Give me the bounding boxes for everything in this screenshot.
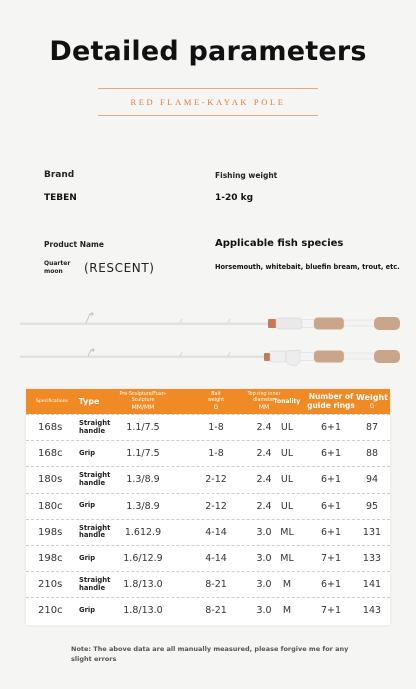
cell-bait: 4-14: [205, 526, 227, 538]
cell-tonality: M: [282, 579, 292, 591]
cell-bait: 2-12: [205, 474, 227, 486]
col-weight-unit: G: [369, 403, 375, 410]
cell-spec: 210c: [38, 605, 63, 617]
cell-spec: 168c: [38, 448, 63, 460]
cell-spec: 198s: [38, 526, 63, 538]
casting-rod-image: [0, 341, 416, 371]
cell-guide-rings: 6+1: [320, 474, 342, 486]
type-line1: Straight: [79, 576, 111, 585]
fishing-weight-value: 1-20 kg: [215, 193, 254, 203]
cell-tonality: ML: [280, 553, 294, 564]
col-guide-rings: [306, 389, 356, 414]
type-line1: Grip: [79, 448, 96, 457]
quarter-moon-label: [44, 260, 84, 276]
brand-label: Brand: [44, 170, 75, 180]
cell-weight: 143: [362, 605, 382, 617]
cell-section: 1.3/8.9: [126, 500, 160, 512]
cell-guide-rings: 7+1: [320, 605, 342, 617]
species-value: Horsemouth, whitebait, bluefin bream, trout, etc.: [215, 263, 400, 271]
product-name-label: Product Name: [44, 240, 104, 249]
cell-weight: 141: [362, 579, 382, 591]
cell-weight: 87: [365, 422, 379, 433]
col-section-unit: MM/MM: [131, 404, 155, 411]
cell-weight: 94: [365, 474, 379, 486]
type-line1: Grip: [79, 606, 96, 615]
table-row: [26, 597, 390, 622]
cell-top-ring: 2.4: [256, 500, 272, 512]
cell-section: 1.1/7.5: [126, 448, 160, 460]
cell-section: 1.8/13.0: [123, 579, 163, 591]
col-weight: [356, 389, 388, 414]
cell-section: 1.6/12.9: [123, 553, 163, 564]
cell-bait: 1-8: [208, 448, 224, 460]
type-line2: handle: [79, 583, 106, 592]
cell-top-ring: 3.0: [256, 605, 272, 617]
col-specifications: Specifications: [36, 399, 68, 404]
col-section-line1: Pre-Sculpture/Fuan-: [119, 392, 167, 397]
brand-value: TEBEN: [44, 193, 77, 203]
cell-tonality: M: [282, 605, 292, 617]
fishing-weight-label: Fishing weight: [215, 171, 278, 180]
page-title: Detailed parameters: [49, 36, 367, 67]
col-bait-line2: weight: [207, 397, 225, 403]
type-line1: Grip: [79, 501, 96, 510]
table-row: [26, 545, 390, 570]
product-name-value: (RESCENT): [84, 261, 155, 275]
cell-top-ring: 3.0: [256, 579, 272, 591]
col-top-ring-unit: MM: [258, 404, 270, 411]
cell-spec: 168s: [38, 422, 63, 433]
cell-tonality: UL: [280, 474, 294, 486]
cell-guide-rings: 6+1: [320, 579, 342, 591]
table-header: [26, 389, 390, 414]
cell-guide-rings: 7+1: [320, 553, 342, 564]
cell-spec: 210s: [38, 579, 63, 591]
col-guide-line1: Number of: [308, 392, 354, 401]
cell-top-ring: 3.0: [256, 526, 272, 538]
cell-guide-rings: 6+1: [320, 448, 342, 460]
cell-bait: 4-14: [205, 553, 227, 564]
cell-top-ring: 2.4: [256, 422, 272, 433]
cell-guide-rings: 6+1: [320, 526, 342, 538]
table-row: [26, 571, 390, 596]
col-top-ring-line2: diameter: [253, 397, 275, 403]
cell-bait: 8-21: [205, 605, 227, 617]
col-tonality: Tonality: [273, 398, 301, 405]
table-row: [26, 440, 390, 465]
cell-bait: 1-8: [208, 422, 224, 433]
cell-bait: 8-21: [205, 579, 227, 591]
table-row: [26, 414, 390, 439]
spec-table: [26, 389, 390, 625]
quarter-label-line1: Quarter: [44, 260, 71, 267]
cell-section: 1.612.9: [124, 526, 162, 538]
cell-section: 1.8/13.0: [123, 605, 163, 617]
table-row: [26, 466, 390, 491]
cell-top-ring: 2.4: [256, 448, 272, 460]
cell-weight: 95: [365, 500, 379, 512]
cell-tonality: UL: [280, 422, 294, 433]
type-line2: handle: [79, 478, 106, 487]
cell-bait: 2-12: [205, 500, 227, 512]
type-line1: Straight: [79, 471, 111, 480]
cell-weight: 133: [362, 553, 382, 564]
col-top-ring-line1: Top ring inner: [247, 392, 281, 397]
type-line1: Grip: [79, 553, 96, 562]
col-section-line2: Sculpture: [131, 397, 155, 403]
cell-spec: 180s: [38, 474, 63, 486]
col-section: [110, 389, 176, 414]
cell-spec: 180c: [38, 500, 63, 512]
cell-guide-rings: 6+1: [320, 422, 342, 433]
col-weight-label: Weight: [356, 393, 388, 402]
col-bait: [198, 389, 234, 414]
cell-top-ring: 2.4: [256, 474, 272, 486]
cell-guide-rings: 6+1: [320, 500, 342, 512]
col-bait-line1: Bait: [211, 392, 221, 397]
cell-spec: 198c: [38, 553, 63, 564]
table-row: [26, 493, 390, 518]
col-type: Type: [78, 397, 100, 406]
col-bait-unit: G: [213, 404, 219, 411]
cell-weight: 88: [365, 448, 379, 460]
cell-tonality: ML: [280, 526, 294, 538]
cell-top-ring: 3.0: [256, 553, 272, 564]
cell-weight: 131: [362, 526, 382, 538]
type-line1: Straight: [79, 523, 111, 532]
product-series-banner: RED FLAME-KAYAK POLE: [98, 88, 318, 116]
species-label: Applicable fish species: [215, 238, 344, 249]
type-line2: handle: [79, 426, 106, 435]
cell-tonality: UL: [280, 448, 294, 460]
spinning-rod-image: [0, 308, 416, 338]
table-row: [26, 519, 390, 544]
cell-tonality: UL: [280, 500, 294, 512]
type-line2: handle: [79, 531, 106, 540]
cell-section: 1.3/8.9: [126, 474, 160, 486]
col-guide-line2: guide rings: [307, 400, 355, 410]
cell-section: 1.1/7.5: [126, 422, 160, 433]
type-line1: Straight: [79, 419, 111, 427]
footer-note: Note: The above data are all manually measured, please forgive me for any slight errors: [71, 645, 349, 663]
quarter-label-line2: moon: [44, 268, 63, 275]
